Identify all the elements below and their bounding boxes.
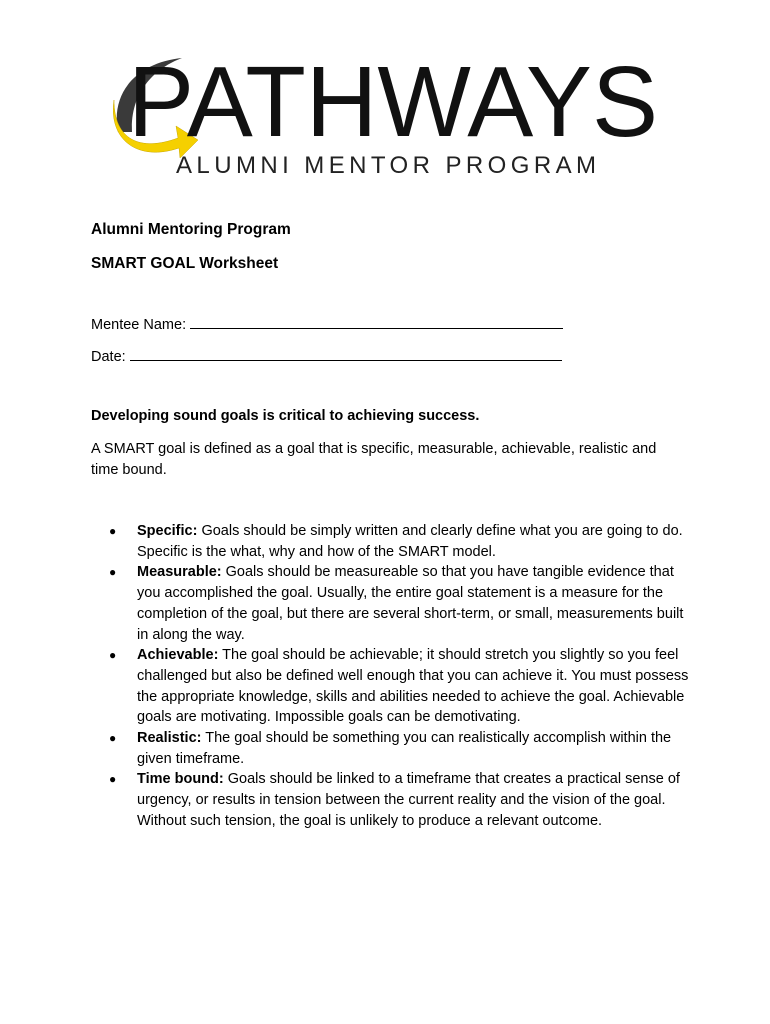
mentee-name-field[interactable] bbox=[91, 316, 563, 333]
list-item bbox=[109, 728, 689, 769]
criterion-term: Realistic: bbox=[137, 730, 202, 747]
list-item bbox=[109, 521, 689, 562]
criterion-term: Specific: bbox=[137, 523, 198, 539]
criterion-text: Goals should be simply written and clearly define what you are going to do. Specific is the what, why and how of the SMART model. bbox=[137, 523, 683, 560]
date-label: Date: bbox=[91, 349, 126, 365]
date-line[interactable] bbox=[130, 348, 562, 361]
list-item bbox=[109, 769, 689, 831]
bullet-icon: ● bbox=[109, 772, 117, 787]
intro-paragraph: A SMART goal is defined as a goal that is specific, measurable, achievable, realistic and time bound. bbox=[91, 441, 657, 478]
bullet-icon: ● bbox=[109, 565, 117, 580]
document-subtitle: SMART GOAL Worksheet bbox=[91, 255, 279, 272]
list-item bbox=[109, 645, 689, 728]
criterion-text: The goal should be achievable; it should stretch you slightly so you feel challenged but also be defined well enough that you can achieve it. You must possess the appropriate knowledge, skills and abilities needed to achieve the goal. Achievable goals are motivating. Impossible goals can be demotivating. bbox=[137, 647, 689, 726]
intro-heading: Developing sound goals is critical to achieving success. bbox=[91, 408, 480, 424]
date-field[interactable] bbox=[91, 348, 562, 365]
bullet-icon: ● bbox=[109, 524, 117, 538]
mentee-name-line[interactable] bbox=[190, 316, 563, 329]
criterion-text: The goal should be something you can realistically accomplish within the given timeframe. bbox=[137, 730, 672, 767]
bullet-icon: ● bbox=[109, 731, 117, 746]
smart-criteria-list bbox=[109, 521, 689, 832]
list-item bbox=[109, 562, 689, 645]
criterion-term: Achievable: bbox=[137, 647, 219, 664]
bullet-icon: ● bbox=[109, 648, 117, 663]
criterion-text: Goals should be measureable so that you have tangible evidence that you accomplished the goal. Usually, the entire goal statement is a measure for the completion of the goal, but there are several short-term, or small, measurements built in along the way. bbox=[137, 564, 684, 643]
pathways-logo bbox=[100, 40, 680, 190]
logo-tagline: ALUMNI MENTOR PROGRAM bbox=[176, 152, 596, 179]
document-title: Alumni Mentoring Program bbox=[91, 221, 291, 238]
criterion-text: Goals should be linked to a timeframe that creates a practical sense of urgency, or results in tension between the current reality and the vision of the goal. Without such tension, the goal is unlikely to produce a relevant outcome. bbox=[137, 771, 680, 829]
logo-wordmark: PATHWAYS bbox=[128, 46, 658, 158]
criterion-term: Time bound: bbox=[137, 771, 224, 788]
criterion-term: Measurable: bbox=[137, 564, 222, 581]
mentee-name-label: Mentee Name: bbox=[91, 317, 187, 333]
